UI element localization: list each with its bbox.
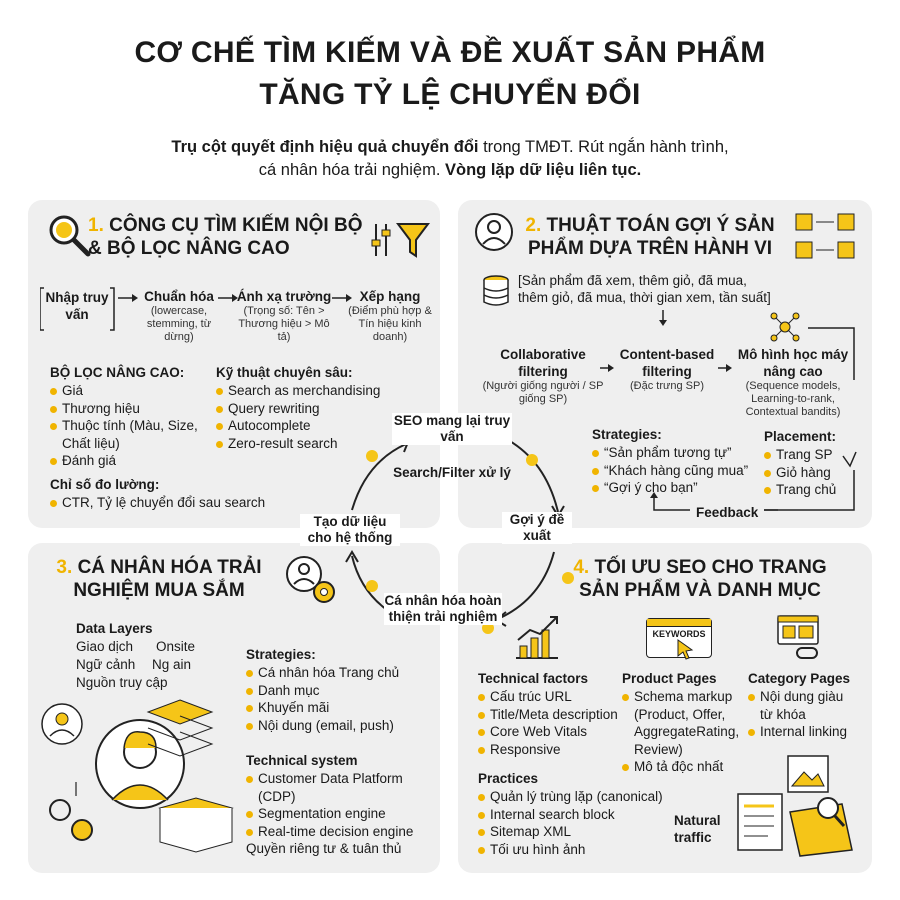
layer-item: Nguồn truy cập: [76, 675, 168, 690]
metric-title: Chỉ số đo lường:: [50, 477, 160, 492]
flow-step-label: Xếp hạng: [359, 289, 421, 304]
p2-title1: THUẬT TOÁN GỢI Ý SẢN: [546, 215, 775, 236]
system-item: Segmentation engine: [246, 805, 436, 823]
layer-item: Ngữ cảnh: [76, 657, 136, 672]
flow-step-desc: (lowercase, stemming, từ dừng): [146, 305, 212, 343]
system-item: Customer Data Platform (CDP): [246, 770, 436, 805]
user-profile-icon: [474, 212, 514, 252]
tech-item: Autocomplete: [216, 417, 416, 435]
filters-title: BỘ LỌC NÂNG CAO:: [50, 365, 185, 380]
practice-item: Internal search block: [478, 806, 678, 824]
model-label: Mô hình học máy nâng cao: [737, 347, 849, 379]
filter-item: Đánh giá: [50, 452, 200, 470]
practices-list: [478, 788, 678, 858]
p1-num: 1.: [88, 215, 104, 236]
tech-item: Search as merchandising: [216, 382, 416, 400]
model-label: Content-based filtering: [619, 347, 715, 379]
seo-tech-item: Responsive: [478, 741, 628, 759]
metric-list: [50, 494, 310, 512]
filter-item: Thương hiệu: [50, 400, 200, 418]
p3-num: 3.: [56, 557, 73, 578]
seo-tech-item: Cấu trúc URL: [478, 688, 628, 706]
placement-item: Trang chủ: [764, 481, 854, 499]
layer-item: Ng ain: [152, 657, 192, 672]
seo-tech-item: Core Web Vitals: [478, 723, 628, 741]
subtitle-bold1: Trụ cột quyết định hiệu quả chuyển đổi: [171, 138, 479, 156]
network-icon: [770, 312, 800, 342]
category-page-item: Internal linking: [748, 723, 858, 741]
model-collaborative: [478, 346, 608, 406]
natural-traffic-label: Natural traffic: [674, 813, 721, 845]
flow-step-normalize: [136, 288, 222, 344]
subtitle: [60, 136, 840, 182]
funnel-icon: [396, 220, 430, 260]
feedback-label: Feedback: [690, 504, 764, 521]
strategy-item: “Khách hàng cũng mua”: [592, 462, 762, 480]
seo-tech-item: Title/Meta description: [478, 706, 628, 724]
system-list: [246, 770, 436, 840]
p3-strategies-title: Strategies:: [246, 647, 316, 662]
category-pages-title: Category Pages: [748, 671, 851, 686]
cycle-personalize: Cá nhân hóa hoàn thiện trải nghiệm: [384, 593, 502, 624]
product-boxes-icon: [794, 210, 860, 262]
personalization-illustration: [36, 692, 236, 864]
flow-step-ranking: [348, 288, 432, 344]
model-label: Collaborative filtering: [500, 347, 586, 379]
flow-step-desc: (Trọng số: Tên > Thương hiệu > Mô tả): [238, 305, 330, 343]
system-title: Technical system: [246, 753, 358, 768]
p1-title2: & BỘ LỌC NÂNG CAO: [88, 238, 290, 259]
cycle-data: Tạo dữ liệu cho hệ thống: [300, 514, 400, 546]
keywords-label: KEYWORDS: [652, 629, 706, 639]
layers-title: Data Layers: [76, 621, 153, 636]
documents-illustration: [730, 754, 860, 860]
p2-num: 2.: [525, 215, 542, 236]
product-pages-list: [622, 688, 740, 776]
placement-title: Placement:: [764, 429, 837, 444]
cursor-icon: [676, 638, 696, 662]
strategy-item: Cá nhân hóa Trang chủ: [246, 664, 436, 682]
tech-item: Query rewriting: [216, 400, 416, 418]
tech-item: Zero-result search: [216, 435, 416, 453]
behavior-data-line1: [Sản phẩm đã xem, thêm giỏ, đã mua,: [518, 273, 747, 288]
practices-title: Practices: [478, 771, 539, 786]
strategy-item: Danh mục: [246, 682, 436, 700]
placement-item: Giỏ hàng: [764, 464, 854, 482]
strategy-item: Nội dung (email, push): [246, 717, 436, 735]
product-pages-title: Product Pages: [622, 671, 717, 686]
p3-title: [44, 556, 274, 602]
category-page-item: Nội dung giàu từ khóa: [748, 688, 858, 723]
p4-title1: TỐI ƯU SEO CHO TRANG: [594, 557, 827, 578]
p3-strategies-list: [246, 664, 436, 734]
filters-list: [50, 382, 200, 470]
magnifier-icon: [46, 212, 92, 258]
product-page-item: Schema markup (Product, Offer, AggregateRating, Review): [622, 688, 740, 758]
page-title-line2: TĂNG TỶ LỆ CHUYỂN ĐỔI: [259, 78, 641, 111]
practice-item: Tối ưu hình ảnh: [478, 841, 678, 859]
filter-item: Giá: [50, 382, 200, 400]
metric-item: CTR, Tỷ lệ chuyển đổi sau search: [50, 494, 310, 512]
flow-step-label: Chuẩn hóa: [144, 289, 214, 304]
strategy-item: Khuyến mãi: [246, 699, 436, 717]
sliders-icon: [370, 222, 392, 258]
strategy-item: “Gợi ý cho bạn”: [592, 479, 762, 497]
behavior-data-line2: thêm giỏ, đã mua, thời gian xem, tần suất]: [518, 290, 771, 305]
p3-title2: NGHIỆM MUA SẮM: [73, 580, 245, 601]
flow-step-desc: (Điểm phù hợp & Tín hiệu kinh doanh): [348, 305, 432, 343]
model-content: [610, 346, 724, 393]
p2-title2: PHẨM DỰA TRÊN HÀNH VI: [527, 238, 773, 259]
p4-title2: SẢN PHẨM VÀ DANH MỤC: [579, 580, 821, 601]
search-flow: [40, 286, 432, 356]
placement-item: Trang SP: [764, 446, 854, 464]
practice-item: Sitemap XML: [478, 823, 678, 841]
p4-num: 4.: [573, 557, 590, 578]
flow-step-mapping: [234, 288, 334, 344]
layer-item: Giao dịch: [76, 639, 134, 654]
flow-step-input: Nhập truy vấn: [45, 290, 109, 322]
p1-title: [88, 214, 378, 260]
p2-title: [510, 214, 790, 260]
model-ml: [728, 346, 858, 419]
flow-step-label: Ánh xạ trường: [236, 289, 332, 304]
p3-title1: CÁ NHÂN HÓA TRẢI: [77, 557, 262, 578]
tech-title: Kỹ thuật chuyên sâu:: [216, 365, 353, 380]
p1-title1: CÔNG CỤ TÌM KIẾM NỘI BỘ: [109, 215, 363, 236]
p4-tech-title: Technical factors: [478, 671, 589, 686]
privacy-note: Quyền riêng tư & tuân thủ: [246, 841, 402, 856]
placement-list: [764, 446, 854, 499]
layer-item: Onsite: [156, 639, 196, 654]
cycle-search-filter: Search/Filter xử lý: [393, 465, 511, 480]
subtitle-text2: cá nhân hóa trải nghiệm.: [258, 161, 445, 179]
system-item: Real-time decision engine: [246, 823, 436, 841]
model-desc: (Sequence models, Learning-to-rank, Contextual bandits): [745, 380, 841, 418]
p4-title: [560, 556, 840, 602]
model-desc: (Đặc trưng SP): [630, 380, 704, 392]
p2-strategies-title: Strategies:: [592, 427, 662, 442]
strategy-item: “Sản phẩm tương tự”: [592, 444, 762, 462]
cycle-seo-queries: SEO mang lại truy vấn: [393, 413, 511, 444]
product-page-item: Mô tả độc nhất: [622, 758, 740, 776]
practice-item: Quản lý trùng lặp (canonical): [478, 788, 678, 806]
category-link-icon: [776, 614, 824, 660]
p4-tech-list: [478, 688, 628, 758]
cycle-recommend: Gợi ý đề xuất: [502, 512, 572, 544]
model-desc: (Người giống người / SP giống SP): [482, 380, 604, 405]
subtitle-text1: trong TMĐT. Rút ngắn hành trình,: [478, 138, 729, 156]
page-title-line1: CƠ CHẾ TÌM KIẾM VÀ ĐỀ XUẤT SẢN PHẨM: [134, 36, 766, 69]
filter-item: Thuộc tính (Màu, Size, Chất liệu): [50, 417, 200, 452]
p2-strategies-list: [592, 444, 762, 497]
subtitle-bold2: Vòng lặp dữ liệu liên tục.: [445, 161, 642, 179]
category-pages-list: [748, 688, 858, 741]
